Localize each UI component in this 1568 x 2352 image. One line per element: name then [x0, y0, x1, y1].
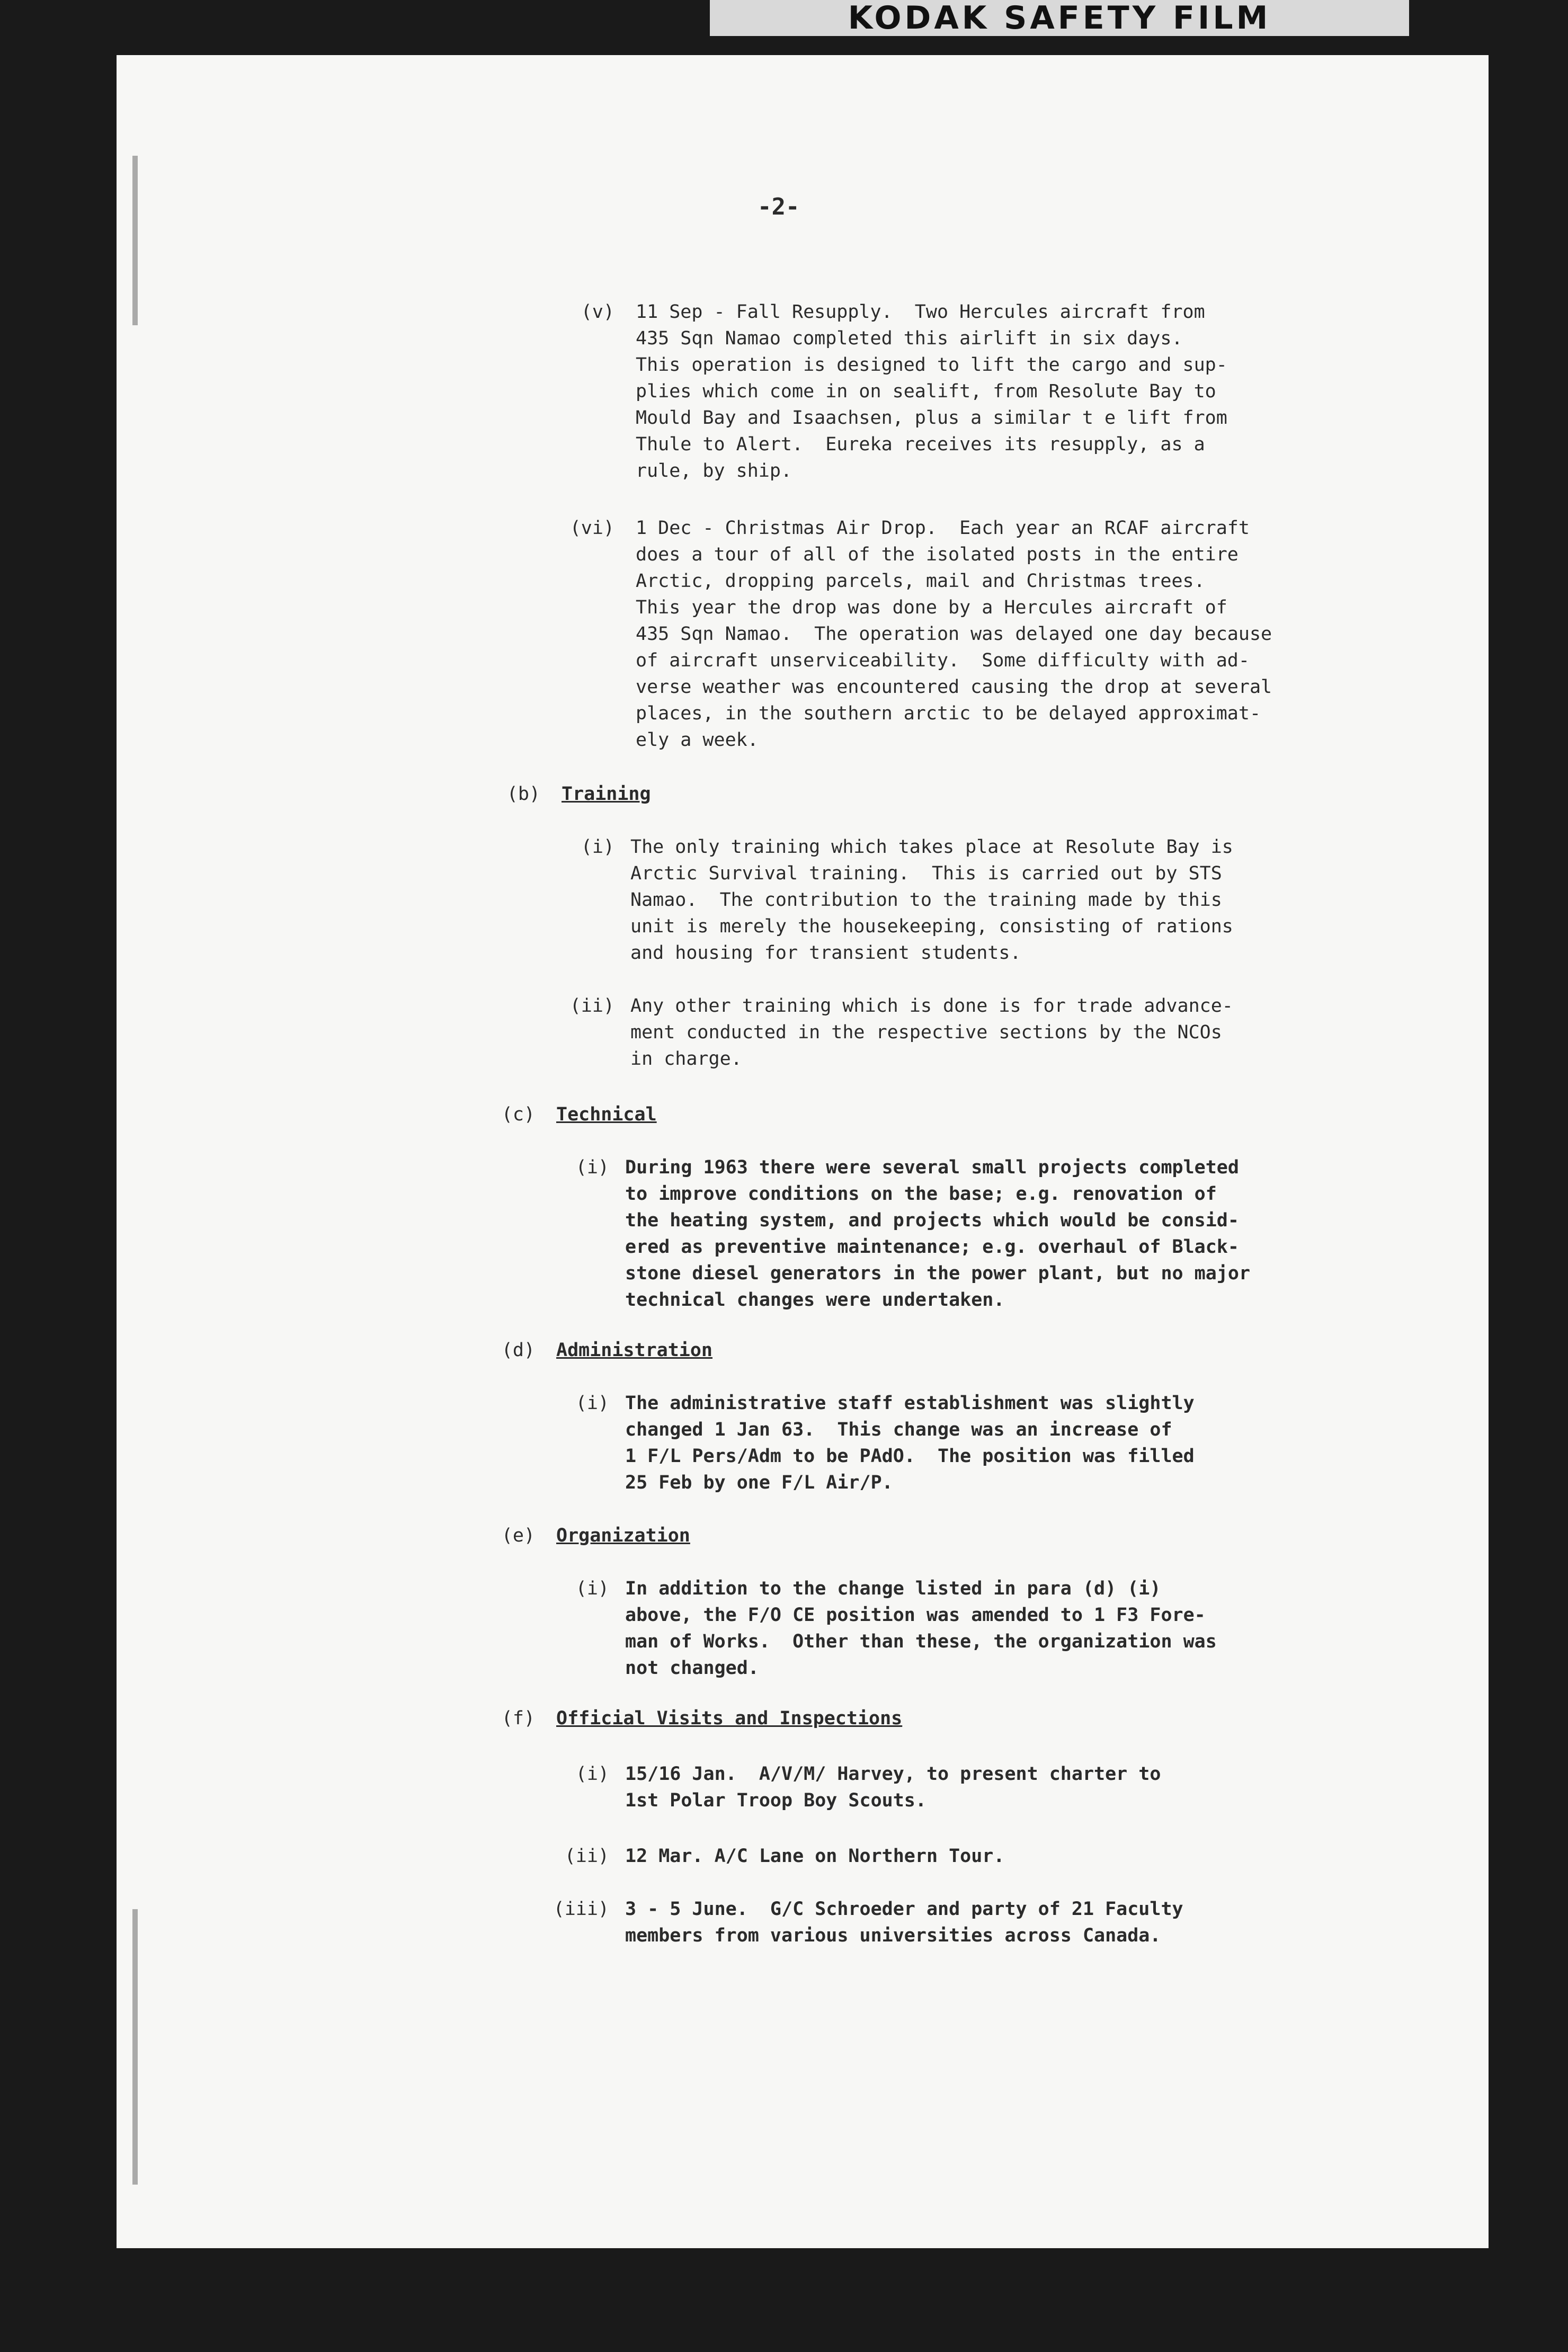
item-marker: (v) [581, 301, 614, 323]
item-marker: (i) [575, 1763, 609, 1785]
section-marker: (c) [501, 1104, 535, 1125]
paragraph-christmas-air-drop: 1 Dec - Christmas Air Drop. Each year an RCAF aircraft does a tour of all of the isolated posts in the entire Arctic, dropping parcels, mail and Christmas trees. This year the drop was done by a Hercules aircraft of 435 Sqn Namao. The operation was delayed one day because of aircraft unserviceability. Some difficulty with ad- verse weather was encountered causing the drop at several places, in the southern arctic to be delayed approximat- ely a week. [636, 518, 1272, 751]
item-marker: (ii) [569, 995, 614, 1017]
section-marker: (b) [506, 783, 540, 805]
section-heading-administration: Administration [556, 1340, 713, 1361]
section-heading-technical: Technical [556, 1104, 657, 1125]
item-marker: (ii) [564, 1846, 609, 1867]
item-marker: (i) [575, 1578, 609, 1599]
paragraph-administration-i: The administrative staff establishment was slightly changed 1 Jan 63. This change was an increase of 1 F/L Pers/Adm to be PAdO. The position was filled 25 Feb by one F/L Air/P. [625, 1393, 1195, 1493]
paragraph-visits-ii: 12 Mar. A/C Lane on Northern Tour. [625, 1846, 1005, 1867]
paragraph-fall-resupply: 11 Sep - Fall Resupply. Two Hercules aircraft from 435 Sqn Namao completed this airlift in six days. This operation is designed to lift the cargo and sup- plies which come in on sealift, from Resolute Bay to Mould Bay and Isaachsen, plus a similar t e lift from Thule to Alert. Eureka receives its resupply, as a rule, by ship. [636, 301, 1227, 482]
paragraph-visits-i: 15/16 Jan. A/V/M/ Harvey, to present charter to 1st Polar Troop Boy Scouts. [625, 1763, 1161, 1811]
section-marker: (e) [501, 1525, 535, 1546]
paragraph-technical-i: During 1963 there were several small projects completed to improve conditions on the base; e.g. renovation of the heating system, and projects which would be consid- ered as preventive maintenance; e.g. overhaul of Black- stone diesel generators in the power plant, but no major technical changes were undertaken. [625, 1157, 1251, 1311]
item-marker: (vi) [569, 518, 614, 539]
paragraph-training-ii: Any other training which is done is for trade advance- ment conducted in the respective sections by the NCOs in charge. [630, 995, 1233, 1070]
paragraph-training-i: The only training which takes place at Resolute Bay is Arctic Survival training. This is carried out by STS Namao. The contribution to the training made by this unit is merely the housekeeping, consisting of rations and housing for transient students. [630, 836, 1233, 964]
page-number: -2- [758, 193, 800, 220]
item-marker: (iii) [553, 1899, 609, 1920]
section-heading-training: Training [562, 783, 651, 805]
section-heading-official-visits: Official Visits and Inspections [556, 1708, 903, 1729]
item-marker: (i) [575, 1157, 609, 1178]
section-heading-organization: Organization [556, 1525, 690, 1546]
paragraph-organization-i: In addition to the change listed in para (d) (i) above, the F/O CE position was amended to 1 F3 Fore- man of Works. Other than these, the organization was not changed. [625, 1578, 1217, 1679]
item-marker: (i) [581, 836, 614, 858]
item-marker: (i) [575, 1393, 609, 1414]
film-edge-label: KODAK SAFETY FILM [710, 0, 1409, 36]
document-page [117, 55, 1489, 2248]
document-body [117, 55, 1489, 2248]
section-marker: (f) [501, 1708, 535, 1729]
paragraph-visits-iii: 3 - 5 June. G/C Schroeder and party of 21 Faculty members from various universities across Canada. [625, 1899, 1183, 1946]
section-marker: (d) [501, 1340, 535, 1361]
